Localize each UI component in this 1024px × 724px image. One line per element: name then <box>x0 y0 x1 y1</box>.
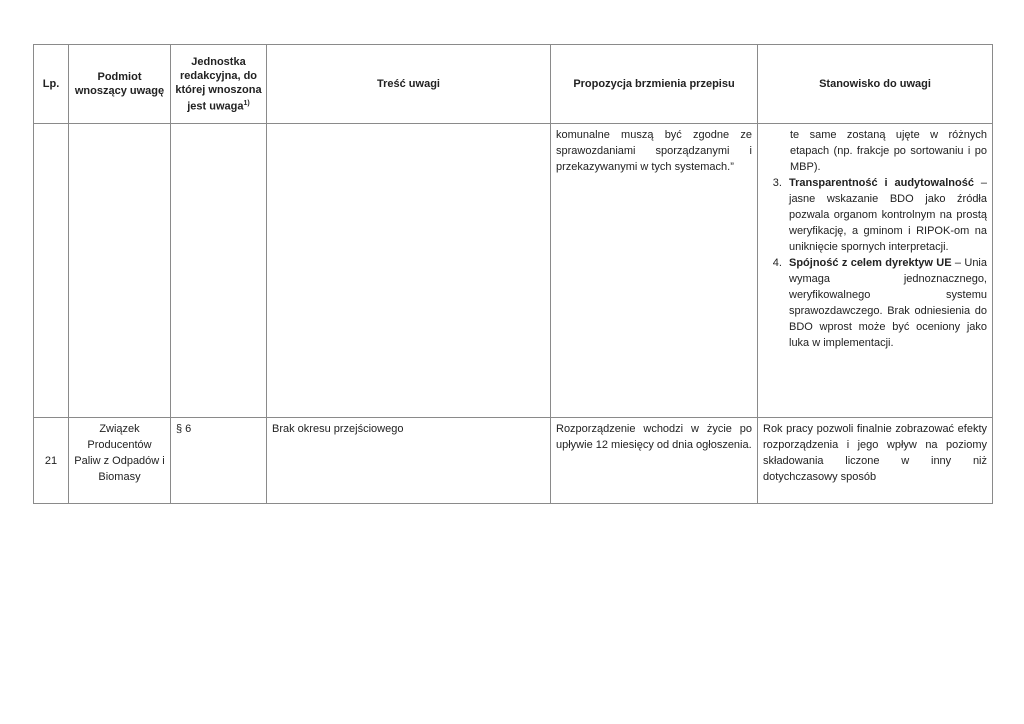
cell-stanowisko: Rok pracy pozwoli finalnie zobrazować efekty rozporządzenia i jego wpływ na poziomy składowania liczone w inny niż dotychczasowy sposób <box>758 418 993 504</box>
point-text: – jasne wskazanie BDO jako źródła pozwala organom kontrolnym na prostą weryfikację, a gminom i RIPOK-om na uniknięcie spornych interpretacji. <box>789 177 987 253</box>
cell-tresc <box>267 124 551 418</box>
cell-stanowisko <box>758 124 993 418</box>
cell-lp <box>34 124 69 418</box>
cell-jednostka <box>171 124 267 418</box>
table-row <box>34 124 993 418</box>
list-item <box>785 255 987 351</box>
cell-podmiot: Związek Producentów Paliw z Odpadów i Biomasy <box>69 418 171 504</box>
point-title: Spójność z celem dyrektyw UE <box>789 257 952 269</box>
header-jednostka-text: Jednostka redakcyjna, do której wnoszona jest uwaga <box>175 55 262 113</box>
header-propozycja: Propozycja brzmienia przepisu <box>551 45 758 124</box>
header-stanowisko: Stanowisko do uwagi <box>758 45 993 124</box>
stanowisko-points <box>763 175 987 351</box>
point-title: Transparentność i audytowalność <box>789 177 974 189</box>
header-podmiot: Podmiot wnoszący uwagę <box>69 45 171 124</box>
cell-lp: 21 <box>34 418 69 504</box>
cell-propozycja: komunalne muszą być zgodne ze sprawozdaniami sporządzanymi i przekazywanymi w tych systemach.” <box>551 124 758 418</box>
header-jednostka <box>171 45 267 124</box>
cell-propozycja: Rozporządzenie wchodzi w życie po upływie 12 miesięcy od dnia ogłoszenia. <box>551 418 758 504</box>
list-item <box>785 175 987 255</box>
cell-podmiot <box>69 124 171 418</box>
stanowisko-continuation: te same zostaną ujęte w różnych etapach (np. frakcje po sortowaniu i po MBP). <box>790 129 987 173</box>
point-text: – Unia wymaga jednoznacznego, weryfikowalnego systemu sprawozdawczego. Brak odniesienia do BDO wprost może być oceniony jako luka w implementacji. <box>789 257 987 349</box>
remarks-table <box>33 44 993 504</box>
header-lp: Lp. <box>34 45 69 124</box>
table-row <box>34 418 993 504</box>
header-row <box>34 45 993 124</box>
header-tresc: Treść uwagi <box>267 45 551 124</box>
cell-tresc: Brak okresu przejściowego <box>267 418 551 504</box>
footnote-marker: 1) <box>243 99 250 107</box>
cell-jednostka: § 6 <box>171 418 267 504</box>
